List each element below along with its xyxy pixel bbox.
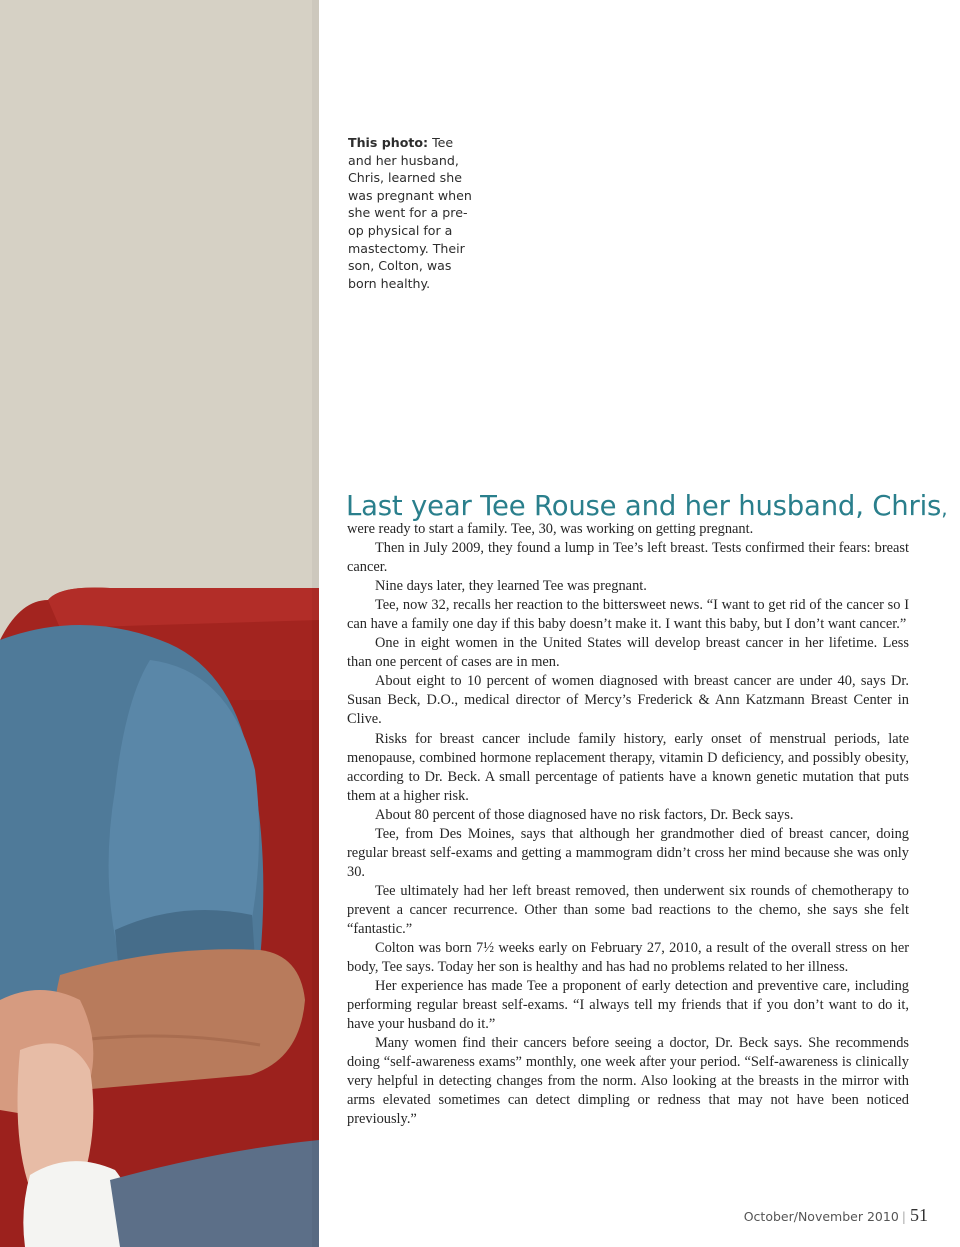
issue-date: October/November 2010 [743, 1209, 899, 1224]
caption-label: This photo: [348, 135, 429, 150]
article-body [347, 520, 909, 1130]
article-paragraph: were ready to start a family. Tee, 30, was working on getting pregnant. [347, 521, 754, 537]
headline-text: Last year Tee Rouse and her husband, Chris [346, 490, 942, 522]
article-paragraph: Nine days later, they learned Tee was pregnant. [375, 578, 647, 595]
page-number: 51 [910, 1205, 928, 1225]
article-paragraph: One in eight women in the United States will develop breast cancer in her lifetime. Less than one percent of cases are in men. [347, 635, 909, 671]
article-paragraph: Risks for breast cancer include family history, early onset of menstrual periods, late menopause, combined hormone replacement therapy, vitamin D deficiency, and possibly obesity, according to Dr. Beck. A small percentage of patients have a known genetic mutation that puts them at a higher risk. [347, 730, 909, 804]
headline-comma: , [941, 496, 948, 520]
photo-illustration [0, 0, 319, 1247]
article-paragraph: Her experience has made Tee a proponent of early detection and preventive care, including performing regular breast self-exams. “I always tell my friends that if you don’t want to do it, have your husband do it.” [347, 978, 909, 1033]
article-paragraph: Then in July 2009, they found a lump in Tee’s left breast. Tests confirmed their fears: breast cancer. [347, 540, 909, 576]
photo-caption [348, 134, 474, 292]
article-photo [0, 0, 319, 1247]
footer-separator: | [901, 1209, 906, 1224]
article-paragraph: Tee, from Des Moines, says that although her grandmother died of breast cancer, doing regular breast self-exams and getting a mammogram didn’t cross her mind because she was only 30. [347, 825, 909, 880]
article-paragraph: Many women find their cancers before seeing a doctor, Dr. Beck says. She recommends doing “self-awareness exams” monthly, one week after your period. “Self-awareness is clinically very helpful in detecting changes from the norm. Also looking at the breasts in the mirror with arms elevated sometimes can detect dimpling or redness that may not have been noticed previously.” [347, 1035, 909, 1128]
article-paragraph: Colton was born 7½ weeks early on February 27, 2010, a result of the overall stress on her body, Tee says. Today her son is healthy and has had no problems related to her illness. [347, 940, 909, 976]
page-footer [744, 1204, 928, 1228]
article-paragraph: Tee ultimately had her left breast removed, then underwent six rounds of chemotherapy to prevent a cancer recurrence. Other than some bad reactions to the chemo, she says she felt “fantastic.” [347, 882, 909, 937]
article-paragraph: Tee, now 32, recalls her reaction to the bittersweet news. “I want to get rid of the cancer so I can have a family one day if this baby doesn’t make it. I want this baby, but I don’t want cancer.” [347, 597, 909, 633]
article-paragraph: About eight to 10 percent of women diagnosed with breast cancer are under 40, says Dr. Susan Beck, D.O., medical director of Mercy’s Frederick & Ann Katzmann Breast Center in Clive. [347, 673, 909, 728]
caption-text: Tee and her husband, Chris, learned she was pregnant when she went for a pre-op physical for a mastectomy. Their son, Colton, was born healthy. [348, 135, 472, 291]
article-paragraph: About 80 percent of those diagnosed have no risk factors, Dr. Beck says. [375, 806, 794, 823]
